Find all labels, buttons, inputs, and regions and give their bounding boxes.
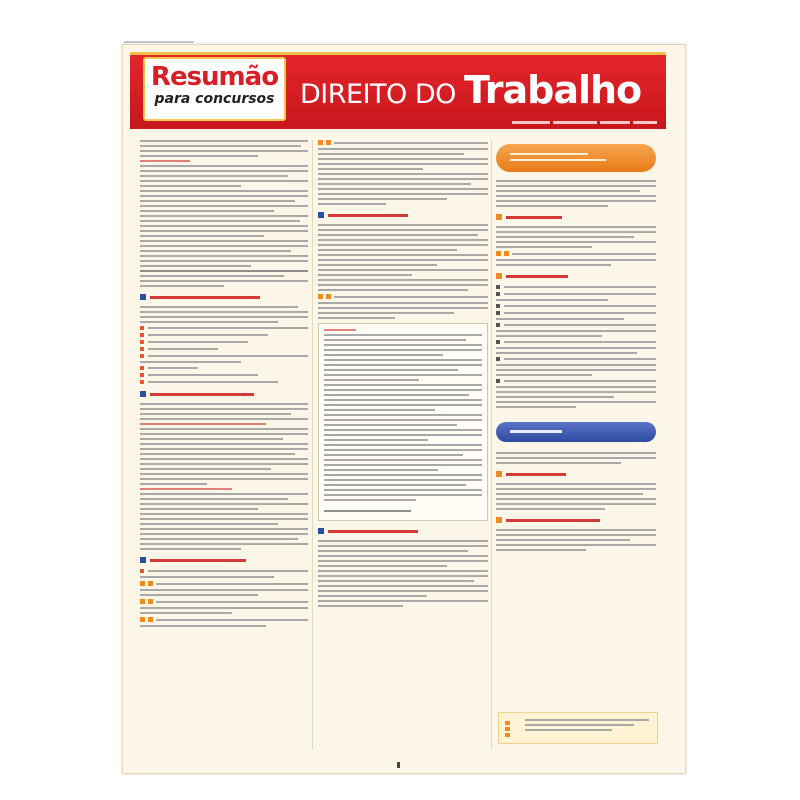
header-subline [512, 114, 662, 122]
blue-section-banner [496, 422, 656, 442]
orange-section-banner [496, 144, 656, 172]
section-heading [496, 470, 656, 478]
section-heading [140, 390, 308, 398]
highlight-box [318, 323, 488, 521]
section-heading [496, 516, 656, 524]
column-divider [312, 140, 313, 750]
logo-subtitle: para concursos [154, 91, 275, 107]
column-3 [496, 140, 656, 760]
section-heading [496, 213, 656, 221]
page-title-prefix: DIREITO DO [300, 79, 464, 110]
section-heading [496, 272, 656, 280]
page-title [300, 68, 641, 112]
brand-logo [143, 57, 286, 121]
section-heading [140, 293, 308, 301]
section-heading [318, 211, 488, 219]
section-heading [140, 556, 308, 564]
logo-title: Resumão [150, 62, 279, 92]
column-2 [318, 140, 488, 760]
page-number-mark [397, 762, 400, 768]
column-divider [491, 140, 492, 750]
page-title-main: Trabalho [464, 68, 642, 112]
tip-box [498, 712, 658, 744]
section-heading [318, 527, 488, 535]
column-1 [140, 140, 308, 760]
